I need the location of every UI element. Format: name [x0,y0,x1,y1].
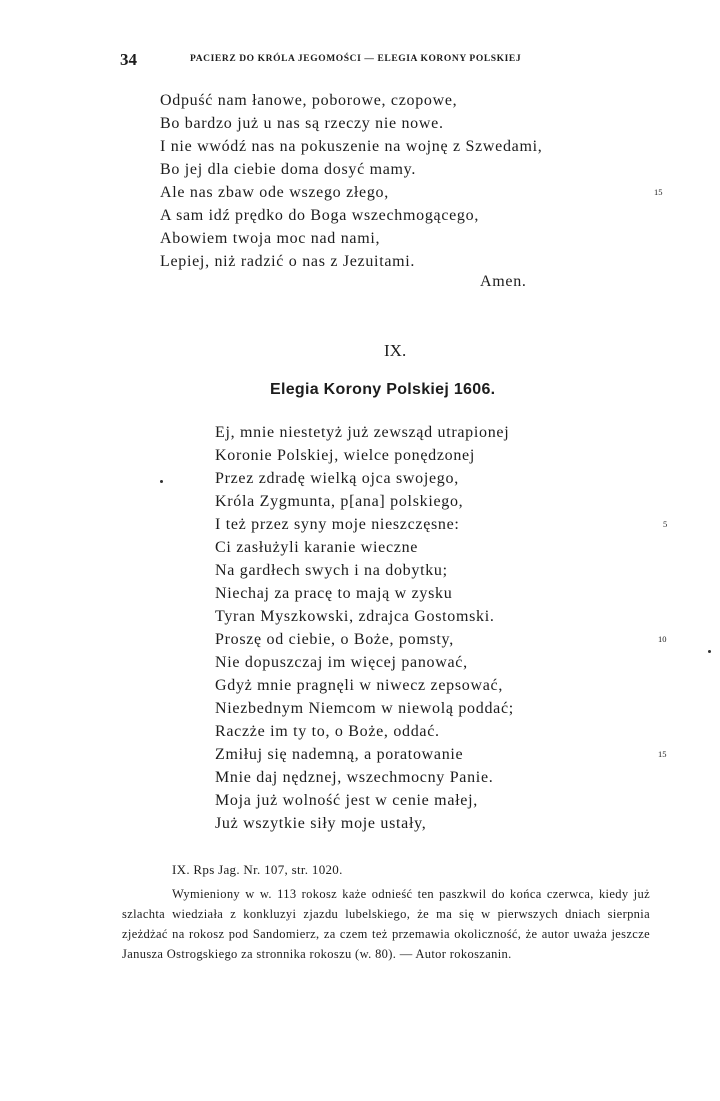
line-number: 5 [663,519,668,529]
poem-line: Tyran Myszkowski, zdrajca Gostomski. [215,608,495,625]
poem-line: Nie dopuszczaj im więcej panować, [215,654,468,671]
poem-line: Koronie Polskiej, wielce ponędzonej [215,447,475,464]
poem-line: Proszę od ciebie, o Boże, pomsty, [215,631,454,648]
poem-line: Na gardłech swych i na dobytku; [215,562,448,579]
poem-line: Bo jej dla ciebie doma dosyć mamy. [160,161,417,178]
poem-line: Niezbednym Niemcom w niewolą poddać; [215,700,514,717]
line-number: 10 [658,634,667,644]
poem-line: Bo bardzo już u nas są rzeczy nie nowe. [160,115,444,132]
amen: Amen. [480,273,527,290]
print-speck [708,650,711,653]
poem-line: Ale nas zbaw ode wszego złego, [160,184,389,201]
page-number: 34 [120,50,137,69]
poem-line: I też przez syny moje nieszczęsne: [215,516,460,533]
poem-line: Abowiem twoja moc nad nami, [160,230,381,247]
poem-continuation [160,92,663,312]
poem-line: Lepiej, niż radzić o nas z Jezuitami. [160,253,416,270]
running-head: PACIERZ DO KRÓLA JEGOMOŚCI — ELEGIA KORONY POLSKIEJ [190,54,522,64]
poem-line: Ci zasłużyli karanie wieczne [215,539,419,556]
footnote-text: Wymieniony w w. 113 rokosz każe odnieść ten paszkwil do końca czerwca, kiedy już szlachta wiedziała z konkluzyi zjazdu lubelskiego, że ma się w pierwszych dniach sierpnia zjeżdżać na rokosz pod Sandomierz, za czem też przemawia okoliczność, że autor uważa jeszcze Janusza Ostrogskiego za stronnika rokoszu (w. 80). — Autor rokoszanin. [122,887,650,961]
poem-line: A sam idź prędko do Boga wszechmogącego, [160,207,480,224]
poem-line: Zmiłuj się nademną, a poratowanie [215,746,464,763]
footnote-reference: IX. Rps Jag. Nr. 107, str. 1020. [172,862,343,877]
poem-line: I nie wwódź nas na pokuszenie na wojnę z Szwedami, [160,138,543,155]
poem-line: Mnie daj nędznej, wszechmocny Panie. [215,769,494,786]
poem-line: Odpuść nam łanowe, poborowe, czopowe, [160,92,458,109]
section-number: IX. [384,341,407,360]
page-header [120,50,620,70]
poem-line: Już wszytkie siły moje ustały, [215,815,427,832]
poem-line: Przez zdradę wielką ojca swojego, [215,470,459,487]
poem-line: Raczże im ty to, o Boże, oddać. [215,723,440,740]
poem-line: Ej, mnie niestetyż już zewsząd utrapionej [215,424,510,441]
line-number: 15 [658,749,667,759]
line-number: 15 [654,187,663,197]
poem-line: Króla Zygmunta, p[ana] polskiego, [215,493,464,510]
poem-line: Gdyż mnie pragnęli w niwecz zepsować, [215,677,504,694]
print-speck [160,480,163,483]
elegy-poem [215,424,675,844]
poem-line: Niechaj za pracę to mają w zysku [215,585,453,602]
section-title: Elegia Korony Polskiej 1606. [270,381,496,398]
poem-line: Moja już wolność jest w cenie małej, [215,792,478,809]
